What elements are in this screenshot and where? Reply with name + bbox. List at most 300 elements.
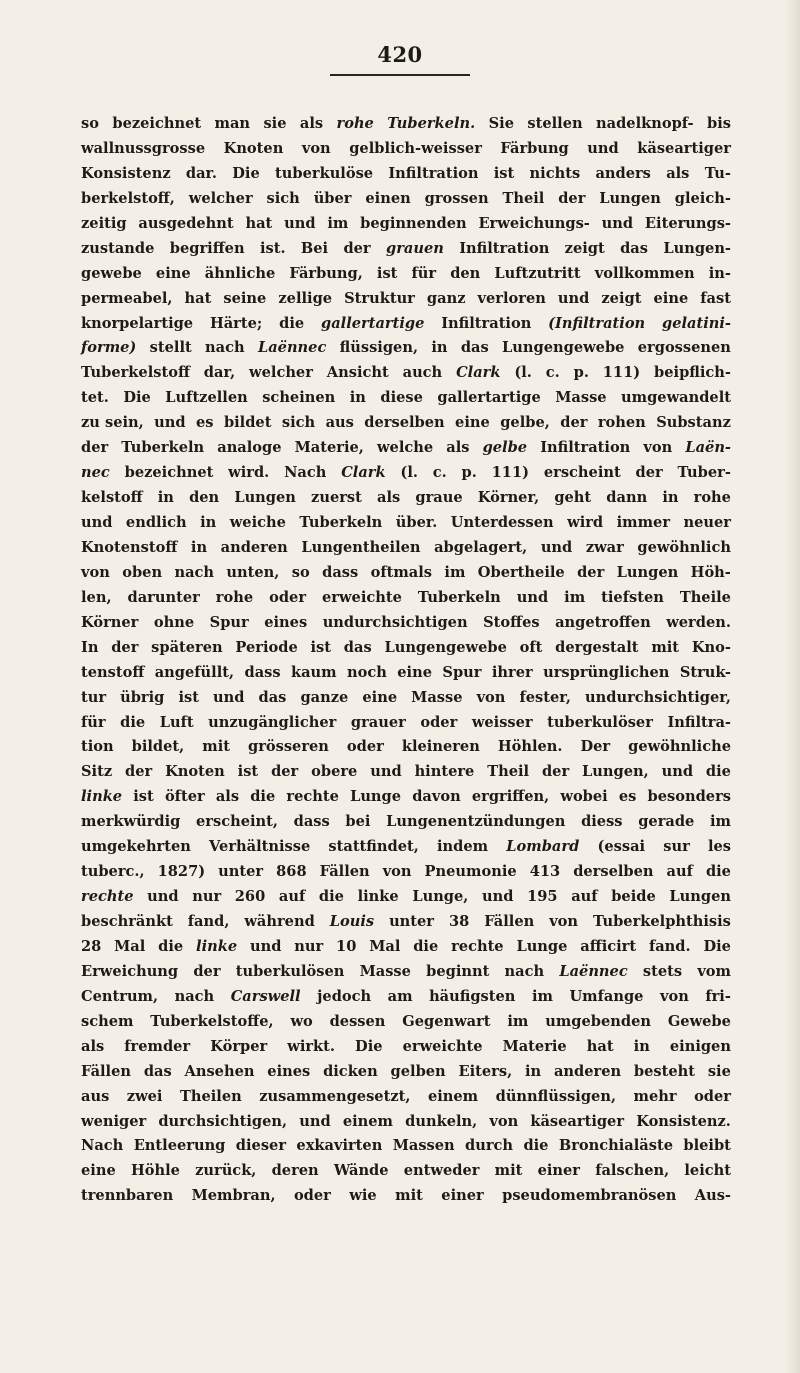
text-line [81, 1035, 731, 1060]
word: fand. [648, 937, 691, 955]
word: späteren [151, 638, 223, 656]
word: auf [278, 888, 306, 906]
word: knorpelartige [81, 314, 194, 332]
word: Luft [159, 713, 194, 731]
word: Clark [341, 464, 386, 482]
word: zurück, [195, 1162, 257, 1180]
word: Lungengewebe [502, 339, 625, 357]
word: nach [174, 987, 215, 1005]
word: weisser [471, 713, 533, 731]
word: Aus- [694, 1187, 731, 1205]
word: erweichte [402, 1037, 483, 1055]
word: auf [571, 888, 598, 906]
word: Luftzellen [165, 389, 248, 407]
word: stets [642, 962, 683, 980]
word: in- [708, 264, 731, 282]
word: Fällen [319, 863, 370, 881]
text-line [81, 686, 731, 711]
header-rule [330, 74, 470, 76]
word: weniger [81, 1112, 147, 1130]
word: von [549, 913, 579, 930]
word: aus [325, 414, 354, 432]
word: undurchsichtigen [322, 613, 468, 631]
word: Tuberkelstoffe, [150, 1012, 274, 1030]
word: eine [653, 289, 689, 307]
word: Mal [114, 937, 146, 955]
text-line [81, 361, 731, 386]
word: trennbaren [81, 1187, 174, 1205]
word: dar, [203, 364, 236, 382]
word: welcher [249, 364, 313, 382]
word: forme) [81, 339, 137, 357]
word: wird. [228, 464, 270, 482]
word: wo [290, 1012, 313, 1030]
word: und [661, 763, 694, 781]
text-line [81, 586, 731, 611]
word: 260 [234, 888, 266, 906]
word: fri- [705, 987, 731, 1005]
word: die [413, 937, 439, 955]
word: und [482, 888, 514, 906]
text-line [81, 486, 731, 511]
word: und [516, 588, 549, 606]
word: umgewandelt [621, 389, 731, 407]
word: durchsichtigen, [158, 1112, 288, 1130]
word: rechte [81, 888, 134, 906]
word: rohen [597, 414, 646, 432]
word: rohe [693, 489, 731, 507]
word: Laën- [685, 439, 731, 457]
word: dass [244, 663, 281, 681]
body-text [81, 112, 731, 1209]
word: in [349, 389, 366, 407]
word: zwar [585, 538, 624, 556]
word: wie [349, 1187, 377, 1205]
word: linke [196, 937, 238, 955]
word: schem [81, 1012, 134, 1030]
word: auf [666, 863, 693, 881]
word: stellt [149, 339, 192, 357]
word: eines [267, 1062, 311, 1080]
word: 868 [276, 863, 307, 881]
word: entweder [403, 1162, 480, 1180]
word: afficirt [580, 937, 637, 955]
word: tuberkulöse [275, 164, 374, 182]
word: Härte; [209, 314, 263, 332]
word: der [560, 414, 588, 432]
word: Struktur [344, 289, 415, 307]
word: (essai [597, 838, 646, 856]
word: les [707, 838, 731, 856]
word: unten, [226, 563, 280, 581]
word: zeigt [601, 289, 642, 307]
text-line [81, 1110, 731, 1135]
text-line [81, 287, 731, 312]
word: nadelknopf- [596, 115, 694, 132]
word: sich [266, 189, 300, 207]
word: von [301, 139, 331, 157]
word: gelblich-weisser [349, 139, 482, 157]
word: oder [694, 1087, 731, 1105]
word: gelatini- [662, 314, 731, 332]
word: analoge [217, 439, 282, 457]
word: Theile [679, 588, 731, 606]
word: Lungen [234, 489, 296, 507]
word: Ansehen [184, 1062, 255, 1080]
word: der [635, 464, 663, 482]
word: Spur [442, 663, 482, 681]
word: Lombard [506, 838, 580, 856]
word: Periode [235, 638, 298, 656]
word: der [193, 962, 221, 980]
page-number: 420 [377, 42, 423, 67]
word: (l. [514, 364, 532, 382]
word: ihrer [491, 663, 533, 681]
word: umgekehrten [81, 838, 191, 856]
word: dass [293, 813, 330, 831]
text-line [81, 1134, 731, 1159]
word: 28 [81, 937, 102, 955]
word: Färbung [500, 139, 569, 157]
word: unter [389, 913, 434, 930]
word: in [157, 489, 174, 507]
word: und [587, 139, 619, 157]
word: einer [441, 1187, 484, 1205]
word: die [279, 314, 305, 332]
word: von [643, 439, 673, 457]
word: Gegenwart [402, 1012, 491, 1030]
word: 413 [529, 863, 561, 881]
word: grossen [424, 189, 489, 207]
word: Körner, [477, 489, 540, 507]
word: einen [365, 189, 411, 207]
word: Materie [502, 1037, 567, 1055]
word: hintere [414, 763, 475, 781]
word: Die [232, 164, 260, 182]
word: derselben [573, 863, 654, 881]
word: Lunge, [412, 888, 469, 906]
text-line [81, 511, 731, 536]
word: nach [504, 962, 545, 980]
word: diess [581, 813, 623, 831]
word: der [558, 189, 586, 207]
word: umgebenden [545, 1012, 651, 1030]
word: zusammengesetzt, [259, 1087, 411, 1105]
word: obere [311, 763, 358, 781]
word: man [214, 115, 251, 132]
word: Höhlen. [497, 738, 563, 756]
word: Eiterungs- [644, 214, 731, 232]
word: käseartiger [530, 1112, 625, 1130]
word: unter [218, 863, 264, 881]
word: im [564, 588, 586, 606]
word: weiche [229, 514, 286, 531]
word: ist [178, 688, 199, 706]
word: dunkeln, [405, 1112, 478, 1130]
word: Erweichung [81, 962, 179, 980]
word: während [244, 913, 315, 930]
word: hat [586, 1037, 614, 1055]
word: derselben [364, 414, 445, 432]
text-line [81, 910, 731, 935]
word: nec [81, 464, 110, 482]
word: in [524, 1062, 542, 1080]
word: Tu- [704, 164, 731, 182]
text-line [81, 262, 731, 287]
word: ganz [426, 289, 466, 307]
word: zuerst [311, 489, 362, 507]
word: Nach [81, 1137, 124, 1155]
word: und [557, 289, 590, 307]
word: Infiltration [441, 314, 532, 332]
word: das [258, 688, 287, 706]
word: Körper [210, 1037, 268, 1055]
word: Infiltration [540, 439, 631, 457]
word: dass [322, 563, 359, 581]
word: Ansicht [326, 364, 389, 382]
word: die [250, 788, 276, 806]
word: kelstoff [81, 489, 143, 507]
page-edge-shadow [786, 0, 800, 1373]
word: beginnt [426, 962, 490, 980]
word: die [158, 937, 184, 955]
word: von [382, 863, 412, 881]
word: für [411, 264, 437, 282]
word: gallertartige [437, 389, 541, 407]
text-line [81, 312, 731, 337]
word: als [215, 788, 240, 806]
text-line [81, 1184, 731, 1209]
word: dünnflüssigen, [495, 1087, 617, 1105]
word: gewöhnlich [637, 538, 731, 556]
word: angetroffen [555, 613, 651, 631]
word: und [250, 937, 282, 955]
word: eine [397, 663, 432, 681]
word: in [200, 514, 217, 531]
word: Stoffes [483, 613, 540, 631]
word: ergriffen, [471, 788, 550, 806]
text-line [81, 985, 731, 1010]
word: von [81, 563, 110, 581]
text-line [81, 661, 731, 686]
word: oder [293, 1187, 331, 1205]
word: (Infiltration [548, 314, 646, 332]
word: gewöhnliche [628, 738, 731, 756]
word: 195 [527, 888, 558, 906]
word: dessen [329, 1012, 386, 1030]
word: der [343, 239, 371, 257]
word: und [299, 1112, 331, 1130]
word: Spur [209, 613, 249, 631]
word: gelben [390, 1062, 446, 1080]
word: Sie [488, 115, 514, 132]
word: gerade [638, 813, 695, 831]
word: ist [310, 638, 332, 656]
word: eines [264, 613, 308, 631]
word: Höhle [130, 1162, 180, 1180]
word: graue [415, 489, 463, 507]
word: mit [494, 1162, 523, 1180]
word: Verhältnisse [209, 838, 311, 856]
text-line [81, 1010, 731, 1035]
word: und [370, 763, 402, 781]
word: nichts [529, 164, 581, 182]
word: Nach [284, 464, 327, 482]
word: 111) [491, 464, 530, 482]
word: tion [81, 738, 114, 756]
word: der [541, 763, 570, 781]
word: das [620, 239, 648, 257]
word: rohe [336, 115, 374, 132]
word: Infiltra- [667, 713, 731, 731]
word: Körner [81, 613, 139, 631]
word: Tuber- [677, 464, 731, 482]
word: im [327, 214, 349, 232]
word: bezeichnet [124, 464, 214, 482]
word: Substanz [656, 414, 731, 432]
word: gleich- [674, 189, 731, 207]
word: linke [81, 788, 123, 806]
word: Tuberkelphthisis [592, 913, 731, 930]
word: Theilen [179, 1087, 242, 1105]
word: häufigsten [429, 987, 516, 1005]
word: Unterdessen [450, 514, 554, 531]
word: rohe [215, 588, 254, 606]
word: übrig [120, 688, 165, 706]
word: zeigt [564, 239, 605, 257]
word: ähnliche [204, 264, 276, 282]
word: das [343, 638, 372, 656]
word: gallertartige [321, 314, 425, 332]
word: Theil [502, 189, 545, 207]
word: einem [342, 1112, 393, 1130]
word: fester, [519, 688, 571, 706]
word: Infiltration [459, 239, 550, 257]
text-line [81, 561, 731, 586]
word: Lungen [616, 563, 679, 581]
word: oder [269, 588, 307, 606]
word: wirkt. [287, 1037, 335, 1055]
text-line [81, 137, 731, 162]
word: Höh- [690, 563, 731, 581]
word: besteht [633, 1062, 695, 1080]
word: Sitz [81, 763, 113, 781]
word: Luftzutritt [494, 264, 581, 282]
word: in [662, 489, 679, 507]
word: der [577, 563, 605, 581]
word: sie [263, 115, 287, 132]
word: Louis [329, 913, 375, 930]
word: gelbe [482, 439, 528, 457]
word: die [705, 863, 731, 881]
word: dar. [185, 164, 217, 182]
word: kaum [290, 663, 337, 681]
word: (l. [400, 464, 418, 482]
word: erweichte [322, 588, 402, 606]
word: grösseren [247, 738, 329, 756]
text-line [81, 810, 731, 835]
word: auch [402, 364, 443, 382]
word: tur [81, 688, 107, 706]
word: Tuberkeln [417, 588, 501, 606]
word: vollkommen [594, 264, 695, 282]
word: den [189, 489, 220, 507]
word: hat [184, 289, 212, 307]
word: wallnussgrosse [81, 139, 206, 157]
word: und [284, 214, 316, 232]
word: Masse [359, 962, 411, 980]
text-line [81, 162, 731, 187]
word: so [81, 115, 99, 132]
word: käseartiger [637, 139, 731, 157]
word: linke [357, 888, 399, 906]
word: einem [427, 1087, 479, 1105]
word: Erweichungs- [478, 214, 590, 232]
word: oben [122, 563, 163, 581]
word: gelbe, [500, 414, 550, 432]
word: exkavirten [296, 1137, 383, 1155]
word: undurchsichtiger, [585, 688, 731, 706]
word: grauen [385, 239, 444, 257]
word: Lunge [516, 937, 568, 955]
word: p. [461, 464, 477, 482]
word: fremder [124, 1037, 191, 1055]
word: Wände [333, 1162, 389, 1180]
word: werden. [666, 613, 731, 631]
word: Eiters, [458, 1062, 513, 1080]
word: Clark [456, 364, 501, 382]
word: bis [707, 115, 731, 132]
word: erscheint [543, 464, 621, 482]
word: c. [432, 464, 447, 482]
text-line [81, 960, 731, 985]
word: Obertheile [477, 563, 565, 581]
word: anders [595, 164, 651, 182]
word: geht [554, 489, 592, 507]
word: In [81, 638, 99, 656]
text-line [81, 461, 731, 486]
word: nach [205, 339, 245, 357]
word: durch [465, 1137, 514, 1155]
word: sie [707, 1062, 731, 1080]
word: von [476, 688, 506, 706]
word: fast [700, 289, 731, 307]
text-line [81, 436, 731, 461]
word: dicken [323, 1062, 378, 1080]
word: bezeichnet [112, 115, 202, 132]
word: abgelagert, [434, 538, 528, 556]
word: Tuberkeln [121, 439, 205, 457]
word: in [431, 339, 448, 357]
word: über [313, 189, 352, 207]
text-line [81, 386, 731, 411]
word: und [213, 688, 245, 706]
word: in [633, 1037, 650, 1055]
word: ausgedehnt [138, 214, 234, 232]
word: ist. [259, 239, 286, 257]
word: leicht [684, 1162, 731, 1180]
word: im [531, 987, 553, 1005]
word: es [196, 414, 214, 432]
word: Lungen- [663, 239, 731, 257]
word: die [705, 763, 731, 781]
word: Knoten [165, 763, 225, 781]
word: eine [81, 1162, 116, 1180]
word: anderen [220, 538, 288, 556]
word: begriffen [169, 239, 245, 257]
text-line [81, 187, 731, 212]
word: Die [703, 937, 731, 955]
